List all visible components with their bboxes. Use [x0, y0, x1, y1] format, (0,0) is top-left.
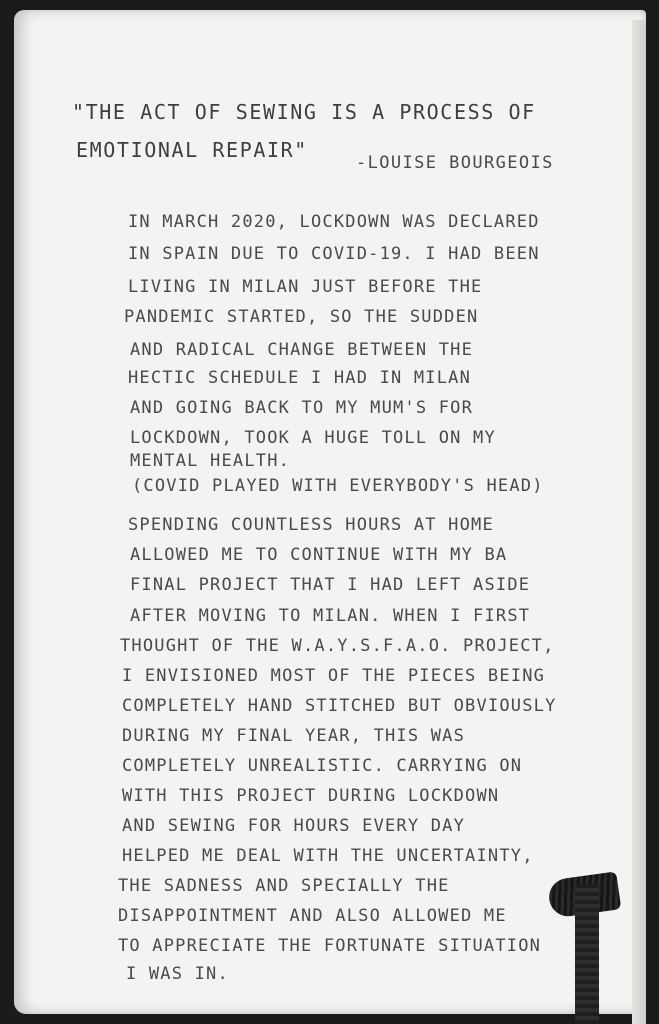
body-line: I ENVISIONED MOST OF THE PIECES BEING [122, 666, 546, 686]
body-line: (COVID PLAYED WITH EVERYBODY'S HEAD) [132, 476, 544, 496]
body-line: AND RADICAL CHANGE BETWEEN THE [130, 340, 474, 360]
body-line: LOCKDOWN, TOOK A HUGE TOLL ON MY [130, 428, 496, 448]
body-line: PANDEMIC STARTED, SO THE SUDDEN [124, 307, 479, 327]
body-line: ALLOWED ME TO CONTINUE WITH MY BA [130, 545, 508, 565]
bookmark-ribbon[interactable] [575, 884, 599, 1024]
body-line: THOUGHT OF THE W.A.Y.S.F.A.O. PROJECT, [120, 636, 555, 656]
body-line: I WAS IN. [126, 964, 229, 984]
body-line: COMPLETELY HAND STITCHED BUT OBVIOUSLY [122, 696, 557, 716]
body-line: DISAPPOINTMENT AND ALSO ALLOWED ME [118, 906, 507, 926]
quote-line-1: "THE ACT OF SEWING IS A PROCESS OF [72, 100, 536, 124]
body-line: SPENDING COUNTLESS HOURS AT HOME [128, 515, 494, 535]
body-line: HELPED ME DEAL WITH THE UNCERTAINTY, [122, 846, 534, 866]
body-line: LIVING IN MILAN JUST BEFORE THE [128, 277, 483, 297]
body-line: COMPLETELY UNREALISTIC. CARRYING ON [122, 756, 523, 776]
page-edge [632, 20, 646, 1024]
notebook-page [14, 10, 646, 1014]
body-line: FINAL PROJECT THAT I HAD LEFT ASIDE [130, 575, 531, 595]
body-line: AND GOING BACK TO MY MUM'S FOR [130, 398, 474, 418]
body-line: AFTER MOVING TO MILAN. WHEN I FIRST [130, 606, 531, 626]
body-line: MENTAL HEALTH. [130, 451, 291, 471]
body-line: AND SEWING FOR HOURS EVERY DAY [122, 816, 466, 836]
body-line: TO APPRECIATE THE FORTUNATE SITUATION [118, 936, 542, 956]
body-line: THE SADNESS AND SPECIALLY THE [118, 876, 450, 896]
body-line: IN SPAIN DUE TO COVID-19. I HAD BEEN [128, 244, 540, 264]
body-line: WITH THIS PROJECT DURING LOCKDOWN [122, 786, 500, 806]
quote-line-2: EMOTIONAL REPAIR" [76, 138, 308, 162]
quote-attribution: -LOUISE BOURGEOIS [356, 153, 554, 173]
body-line: HECTIC SCHEDULE I HAD IN MILAN [128, 368, 472, 388]
body-line: DURING MY FINAL YEAR, THIS WAS [122, 726, 466, 746]
body-line: IN MARCH 2020, LOCKDOWN WAS DECLARED [128, 212, 540, 232]
